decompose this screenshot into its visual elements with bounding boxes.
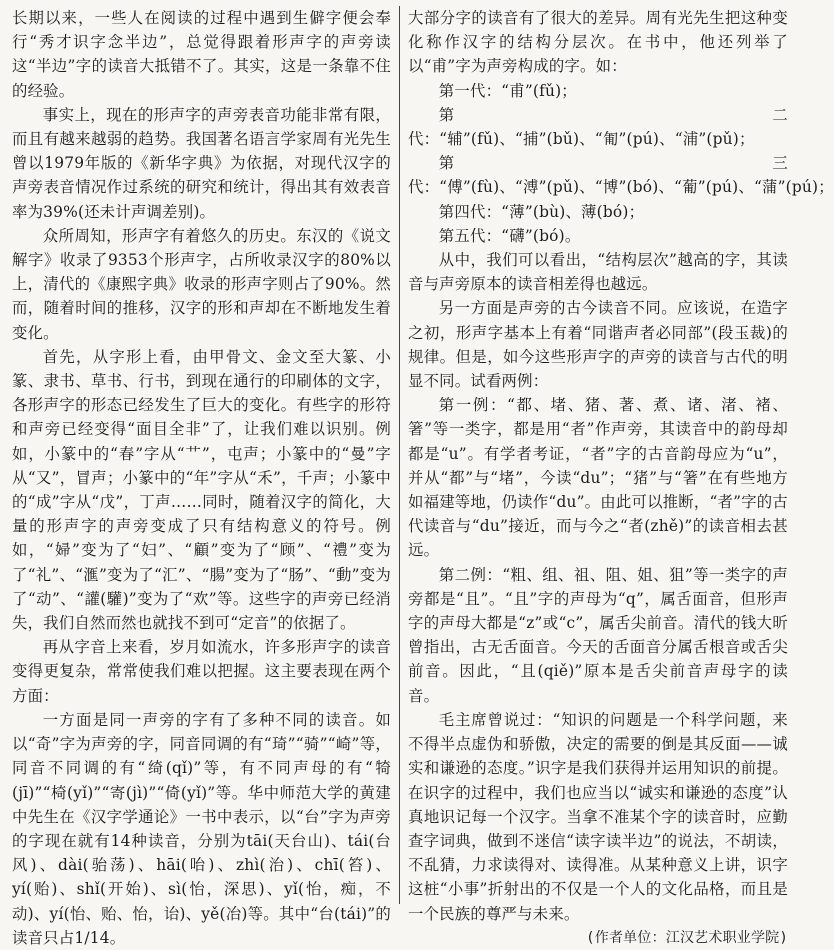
paragraph: 第五代：“礴”(bó)。 bbox=[438, 226, 581, 245]
author-affiliation: (作者单位：江汉艺术职业学院) bbox=[586, 929, 788, 946]
paragraph: 事实上，现在的形声字的声旁表音功能非常有限，而且有越来越弱的趋势。我国著名语言学家周有光先生曾以1979年版的《新华字典》为依据，对现代汉字的声旁表音情况作过系统的研究和统计，得出其有效表音率为39%(还未计声调差别)。 bbox=[12, 105, 391, 221]
paragraph: 一方面是同一声旁的字有了多种不同的读音。如以“奇”字为声旁的字，同音同调的有“琦”“骑”“崎”等，同音不同调的有“绮(qǐ)”等，有不同声母的有“犄(jī)”“椅(yǐ)”“寄(jì)”“倚(yǐ)”等。华中师范大学的黄建中先生在《汉字学通论》一书中表示，以“台”字为声旁的字现在就有14种读音，分别为tāi(天台山)、tái(台风)、dài(骀荡)、hāi(咍)、zhì(治)、chī(笞)、yí(贻)、shǐ(开始)、sì(怡，深思)、yǐ(怡，痴，不动)、yí(怡、贻、怡，诒)、yě(冶)等。其中“台(tái)”的读音只占1/14。 bbox=[12, 710, 391, 947]
paragraph: 首先，从字形上看，由甲骨文、金文至大篆、小篆、隶书、草书、行书，到现在通行的印刷体的文字，各形声字的形态已经发生了巨大的变化。有些字的形符和声旁已经变得“面目全非”了，让我们难以识别。例如，小篆中的“春”字从“艹”，屯声；小篆中的“曼”字从“又”，冒声；小篆中的“年”字从“禾”，千声；小篆中的“成”字从“戊”，丁声……同时，随着汉字的简化，大量的形声字的声旁变成了只有结构意义的符号。例如，“婦”变为了“妇”、“顧”变为了“顾”、“禮”变为了“礼”、“滙”变为了“汇”、“腸”变为了“肠”、“動”变为了“动”、“讙(驩)”变为了“欢”等。这些字的声旁已经消失，我们自然而然也就找不到可“定音”的依据了。 bbox=[12, 347, 391, 633]
left-column bbox=[12, 6, 399, 947]
paragraph: 第一代：“甫”(fǔ)； bbox=[438, 81, 577, 100]
paragraph: 毛主席曾说过：“知识的问题是一个科学问题，来不得半点虚伪和骄傲，决定的需要的倒是其反面——诚实和谦逊的态度。”识字是我们获得并运用知识的前提。在识字的过程中，我们也应当以“诚实和谦逊的态度”认真地识记每一个汉字。当拿不准某个字的读音时，应勤查字词典，做到不迷信“读字读半边”的说法，不胡读，不乱猜，力求读得对、读得准。从某种意义上讲，识字这桩“小事”折射出的不仅是一个人的文化品格，而且是一个民族的尊严与未来。 bbox=[408, 710, 788, 923]
paragraph: 大部分字的读音有了很大的差异。周有光先生把这种变化称作汉字的结构分层次。在书中，他还列举了以“甫”字为声旁构成的字。如： bbox=[408, 9, 788, 76]
paragraph: 第二例：“粗、组、祖、阻、姐、狙”等一类字的声旁都是“且”。“且”字的声母为“q”，属舌面音，但形声字的声母大都是“z”或“c”，属舌尖前音。清代的钱大昕曾指出，古无舌面音。今天的舌面音分属舌根音或舌尖前音。因此，“且(qiě)”原本是舌尖前音声母字的读音。 bbox=[408, 565, 788, 705]
paragraph: 第一例：“都、堵、猪、著、煮、诸、渚、褚、箸”等一类字，都是用“者”作声旁，其读音中的韵母却都是“u”。有学者考证，“者”字的古音韵母应为“u”，并从“都”与“堵”，今读“du”；“猪”与“箸”在有些地方如福建等地，仍读作“du”。由此可以推断，“者”字的古代读音与“du”接近，而与今之“者(zhě)”的读音相去甚远。 bbox=[408, 396, 788, 560]
paragraph: 众所周知，形声字有着悠久的历史。东汉的《说文解字》收录了9353个形声字，占所收录汉字的80%以上，清代的《康熙字典》收录的形声字则占了90%。然而，随着时间的推移，汉字的形和声却在不断地发生着变化。 bbox=[12, 226, 391, 342]
paragraph: 第三代：“傅”(fù)、“溥”(pǔ)、“博”(bó)、“葡”(pú)、“蒲”(pú)； bbox=[408, 154, 834, 197]
paragraph: 再从字音上来看，岁月如流水，许多形声字的读音变得更复杂，常常使我们难以把握。这主要表现在两个方面： bbox=[12, 638, 391, 705]
paragraph: 另一方面是声旁的古今读音不同。应该说，在造字之初，形声字基本上有着“同谐声者必同部”(段玉裁)的规律。但是，如今这些形声字的声旁的读音与古代的明显不同。试看两例： bbox=[408, 299, 788, 391]
right-column bbox=[400, 6, 834, 946]
paragraph: 长期以来，一些人在阅读的过程中遇到生僻字便会奉行“秀才识字念半边”，总觉得跟着形声字的声旁读这“半边”字的读音大抵错不了。其实，这是一条靠不住的经验。 bbox=[12, 9, 391, 100]
paragraph: 第四代：“薄”(bù)、薄(bó)； bbox=[438, 202, 645, 221]
paragraph: 从中，我们可以看出，“结构层次”越高的字，其读音与声旁原本的读音相差得也越远。 bbox=[408, 251, 788, 294]
paragraph: 第二代：“辅”(fǔ)、“捕”(bǔ)、“匍”(pú)、“浦”(pǔ)； bbox=[408, 105, 788, 149]
